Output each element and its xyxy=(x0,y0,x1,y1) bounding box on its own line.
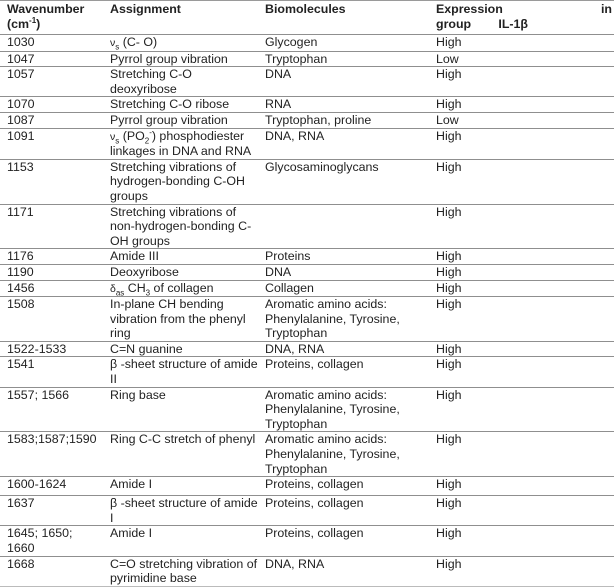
table-row xyxy=(0,432,614,477)
cell-expression: High xyxy=(429,477,614,496)
assignment-segment: s xyxy=(115,136,120,146)
cell-expression: High xyxy=(429,357,614,387)
cell-wavenumber: 1047 xyxy=(0,51,103,67)
assignment-segment: C=O stretching vibration of pyrimidine base xyxy=(110,556,258,586)
cell-assignment xyxy=(103,249,258,265)
cell-biomolecules: RNA xyxy=(258,97,429,113)
assignment-segment: Stretching C-O deoxyribose xyxy=(110,67,192,96)
table-row xyxy=(0,477,614,496)
header-biomolecules: Biomolecules xyxy=(258,1,429,35)
table-row xyxy=(0,249,614,265)
assignment-segment: Amide I xyxy=(110,526,153,541)
assignment-segment: of collagen xyxy=(150,280,214,295)
cell-expression: High xyxy=(429,128,614,159)
cell-biomolecules: Aromatic amino acids: Phenylalanine, Tyrosine, Tryptophan xyxy=(258,297,429,342)
header-wavenumber-label: Wavenumber xyxy=(7,2,85,16)
cell-biomolecules: DNA xyxy=(258,67,429,97)
table-row xyxy=(0,496,614,526)
cell-biomolecules: Proteins, collagen xyxy=(258,357,429,387)
cell-wavenumber: 1070 xyxy=(0,97,103,113)
assignment-segment: Stretching vibrations of non-hydrogen-bonding C-OH groups xyxy=(110,204,252,248)
unit-post: ) xyxy=(36,16,41,31)
assignment-segment: (C- O) xyxy=(119,35,158,49)
cell-expression: High xyxy=(429,159,614,204)
cell-biomolecules: Tryptophan, proline xyxy=(258,112,429,128)
cell-assignment xyxy=(103,387,258,432)
header-expression-word: in xyxy=(600,2,612,16)
cell-expression: Low xyxy=(429,112,614,128)
header-expression-word: group xyxy=(436,16,472,31)
cell-assignment xyxy=(103,264,258,280)
cell-assignment xyxy=(103,67,258,97)
unit-pre: (cm xyxy=(7,16,30,31)
header-expression-word: Expression xyxy=(436,2,503,16)
cell-expression: High xyxy=(429,67,614,97)
cell-biomolecules: Glycosaminoglycans xyxy=(258,159,429,204)
cell-biomolecules xyxy=(258,204,429,249)
cell-assignment xyxy=(103,35,258,52)
cell-expression: High xyxy=(429,496,614,526)
table-row xyxy=(0,357,614,387)
cell-assignment xyxy=(103,556,258,586)
cell-wavenumber: 1456 xyxy=(0,280,103,297)
assignment-segment: β -sheet structure of amide II xyxy=(110,357,258,387)
table-row xyxy=(0,159,614,204)
unit-sup: -1 xyxy=(29,15,37,25)
cell-assignment xyxy=(103,51,258,67)
cell-expression: High xyxy=(429,35,614,52)
table-row xyxy=(0,112,614,128)
assignment-segment: In-plane CH bending vibration from the phenyl ring xyxy=(110,297,246,341)
cell-expression: High xyxy=(429,556,614,586)
cell-biomolecules: DNA xyxy=(258,264,429,280)
table-row xyxy=(0,264,614,280)
assignment-segment: as xyxy=(115,287,125,297)
cell-wavenumber: 1190 xyxy=(0,264,103,280)
cell-wavenumber: 1091 xyxy=(0,128,103,159)
cell-expression: High xyxy=(429,97,614,113)
cell-assignment xyxy=(103,341,258,357)
cell-biomolecules: DNA, RNA xyxy=(258,556,429,586)
assignment-segment: ) phosphodiester linkages in DNA and RNA xyxy=(110,128,252,159)
header-expression-word: IL-1β xyxy=(498,16,528,31)
cell-assignment xyxy=(103,280,258,297)
cell-expression: High xyxy=(429,387,614,432)
assignment-segment: β -sheet structure of amide I xyxy=(110,496,258,525)
table-row xyxy=(0,280,614,297)
assignment-segment: δ xyxy=(110,282,116,295)
cell-wavenumber: 1637 xyxy=(0,496,103,526)
cell-biomolecules: Proteins, collagen xyxy=(258,526,429,556)
header-assignment: Assignment xyxy=(103,1,258,35)
cell-biomolecules: Proteins, collagen xyxy=(258,477,429,496)
assignment-segment: Stretching vibrations of hydrogen-bonding C-OH groups xyxy=(110,159,245,203)
cell-biomolecules: DNA, RNA xyxy=(258,128,429,159)
cell-expression: High xyxy=(429,432,614,477)
cell-assignment xyxy=(103,159,258,204)
cell-expression: High xyxy=(429,526,614,556)
table-row xyxy=(0,387,614,432)
cell-assignment xyxy=(103,112,258,128)
header-unit xyxy=(7,17,40,31)
cell-expression: High xyxy=(429,280,614,297)
table-row xyxy=(0,297,614,342)
assignment-segment: s xyxy=(115,42,120,52)
cell-assignment xyxy=(103,496,258,526)
table-row xyxy=(0,67,614,97)
cell-wavenumber: 1583;1587;1590 xyxy=(0,432,103,477)
cell-wavenumber: 1522-1533 xyxy=(0,341,103,357)
assignment-segment: Ring C-C stretch of phenyl xyxy=(110,432,256,447)
table-row xyxy=(0,204,614,249)
cell-expression: High xyxy=(429,249,614,265)
cell-wavenumber: 1176 xyxy=(0,249,103,265)
cell-biomolecules: Glycogen xyxy=(258,35,429,52)
table-row xyxy=(0,128,614,159)
table-row xyxy=(0,51,614,67)
assignment-segment: Stretching C-O ribose xyxy=(110,97,230,112)
cell-wavenumber: 1087 xyxy=(0,112,103,128)
cell-wavenumber: 1557; 1566 xyxy=(0,387,103,432)
cell-biomolecules: Proteins, collagen xyxy=(258,496,429,526)
cell-expression: Low xyxy=(429,51,614,67)
cell-wavenumber: 1508 xyxy=(0,297,103,342)
assignment-segment: CH xyxy=(124,280,146,295)
assignment-segment: Ring base xyxy=(110,387,166,402)
cell-wavenumber: 1153 xyxy=(0,159,103,204)
table-row xyxy=(0,556,614,586)
assignment-segment: ν xyxy=(110,130,116,143)
cell-biomolecules: Tryptophan xyxy=(258,51,429,67)
assignment-segment: (PO xyxy=(119,128,145,143)
cell-assignment xyxy=(103,97,258,113)
cell-biomolecules: Proteins xyxy=(258,249,429,265)
assignment-segment: 2 xyxy=(144,136,150,146)
cell-assignment xyxy=(103,357,258,387)
cell-expression: High xyxy=(429,264,614,280)
cell-biomolecules: DNA, RNA xyxy=(258,341,429,357)
assignment-segment: Deoxyribose xyxy=(110,264,179,279)
cell-assignment xyxy=(103,297,258,342)
cell-assignment xyxy=(103,477,258,496)
assignment-segment: 3 xyxy=(145,287,151,297)
header-wavenumber xyxy=(0,1,103,35)
cell-wavenumber: 1171 xyxy=(0,204,103,249)
assignment-segment: C=N guanine xyxy=(110,341,183,356)
cell-wavenumber: 1541 xyxy=(0,357,103,387)
assignment-segment: Pyrrol group vibration xyxy=(110,51,228,66)
assignment-segment: - xyxy=(149,127,152,137)
cell-wavenumber: 1668 xyxy=(0,556,103,586)
cell-wavenumber: 1645; 1650; 1660 xyxy=(0,526,103,556)
assignment-segment: Pyrrol group vibration xyxy=(110,112,228,127)
cell-biomolecules: Aromatic amino acids: Phenylalanine, Tyrosine, Tryptophan xyxy=(258,432,429,477)
header-row xyxy=(0,1,614,35)
cell-expression: High xyxy=(429,204,614,249)
cell-assignment xyxy=(103,526,258,556)
cell-wavenumber: 1030 xyxy=(0,35,103,52)
cell-expression: High xyxy=(429,297,614,342)
cell-wavenumber: 1057 xyxy=(0,67,103,97)
cell-biomolecules: Collagen xyxy=(258,280,429,297)
cell-assignment xyxy=(103,432,258,477)
table-body xyxy=(0,35,614,587)
cell-wavenumber: 1600-1624 xyxy=(0,477,103,496)
header-expression xyxy=(429,1,614,35)
cell-biomolecules: Aromatic amino acids: Phenylalanine, Tyrosine, Tryptophan xyxy=(258,387,429,432)
cell-expression: High xyxy=(429,341,614,357)
assignment-segment: Amide III xyxy=(110,249,159,264)
table-row xyxy=(0,526,614,556)
cell-assignment xyxy=(103,128,258,159)
table-row xyxy=(0,97,614,113)
table-row xyxy=(0,35,614,52)
assignment-segment: Amide I xyxy=(110,477,153,492)
cell-assignment xyxy=(103,204,258,249)
table-row xyxy=(0,341,614,357)
assignment-segment: ν xyxy=(110,37,116,49)
